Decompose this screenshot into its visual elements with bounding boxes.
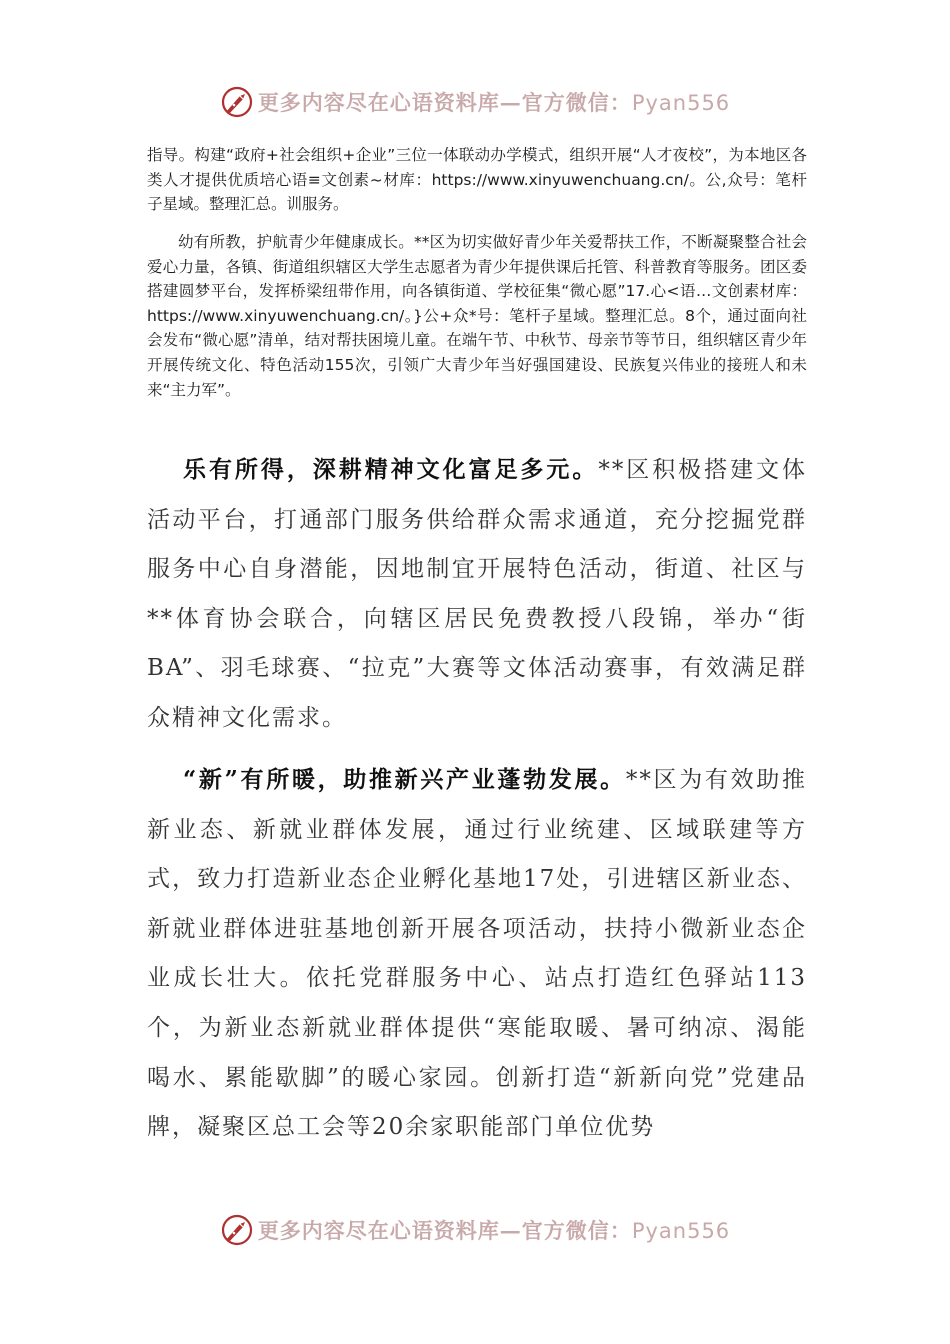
- paragraph-talent-night-school: 指导。构建“政府+社会组织+企业”三位一体联动办学模式，组织开展“人才夜校”，为本地区各类人才提供优质培心语≡文创素~材库：https://www.xinyuwenchuang.cn/。公,众号：笔杆子星域。整理汇总。训服务。: [147, 146, 807, 214]
- paragraph-new-industry: [147, 755, 807, 1153]
- footer-banner-text: 更多内容尽在心语资料库—官方微信：Pyan556: [257, 1218, 731, 1243]
- paragraph-new-industry-heading: “新”有所暖，助推新兴产业蓬勃发展。: [183, 766, 626, 793]
- pen-nib-logo-icon: [220, 1213, 254, 1247]
- paragraph-new-industry-body: **区为有效助推新业态、新就业群体发展，通过行业统建、区域联建等方式，致力打造新业态企业孵化基地17处，引进辖区新业态、新就业群体进驻基地创新开展各项活动，扶持小微新业态企业成长壮大。依托党群服务中心、站点打造红色驿站113个，为新业态新就业群体提供“寒能取暖、暑可纳凉、渴能喝水、累能歇脚”的暖心家园。创新打造“新新向党”党建品牌，凝聚区总工会等20余家职能部门单位优势: [147, 767, 807, 1141]
- pen-nib-logo-icon: [220, 85, 254, 119]
- paragraph-culture-activities: [147, 445, 807, 744]
- paragraph-culture-body: **区积极搭建文体活动平台，打通部门服务供给群众需求通道，充分挖掘党群服务中心自身潜能，因地制宜开展特色活动，街道、社区与**体育协会联合，向辖区居民免费教授八段锦，举办“街BA”、羽毛球赛、“拉克”大赛等文体活动赛事，有效满足群众精神文化需求。: [147, 457, 808, 731]
- header-banner: [0, 82, 950, 122]
- paragraph-youth-care: 幼有所教，护航青少年健康成长。**区为切实做好青少年关爱帮扶工作，不断凝聚整合社会爱心力量，各镇、街道组织辖区大学生志愿者为青少年提供课后托管、科普教育等服务。团区委搭建圆梦平台，发挥桥梁纽带作用，向各镇街道、学校征集“微心愿”17.心<语…文创素材库：https://www.xinyuwenchuang.cn/。}公+众*号：笔杆子星域。整理汇总。8个，通过面向社会发布“微心愿”清单，结对帮扶困境儿童。在端午节、中秋节、母亲节等节日，组织辖区青少年开展传统文化、特色活动155次，引领广大青少年当好强国建设、民族复兴伟业的接班人和未来“主力军”。: [147, 233, 807, 399]
- footer-banner: [0, 1210, 950, 1250]
- footer-wechat-id: Pyan556: [631, 1219, 731, 1243]
- header-banner-text: 更多内容尽在心语资料库—官方微信：Pyan556: [257, 90, 731, 115]
- paragraph-culture-heading: 乐有所得，深耕精神文化富足多元。: [183, 456, 599, 483]
- header-wechat-id: Pyan556: [631, 91, 731, 115]
